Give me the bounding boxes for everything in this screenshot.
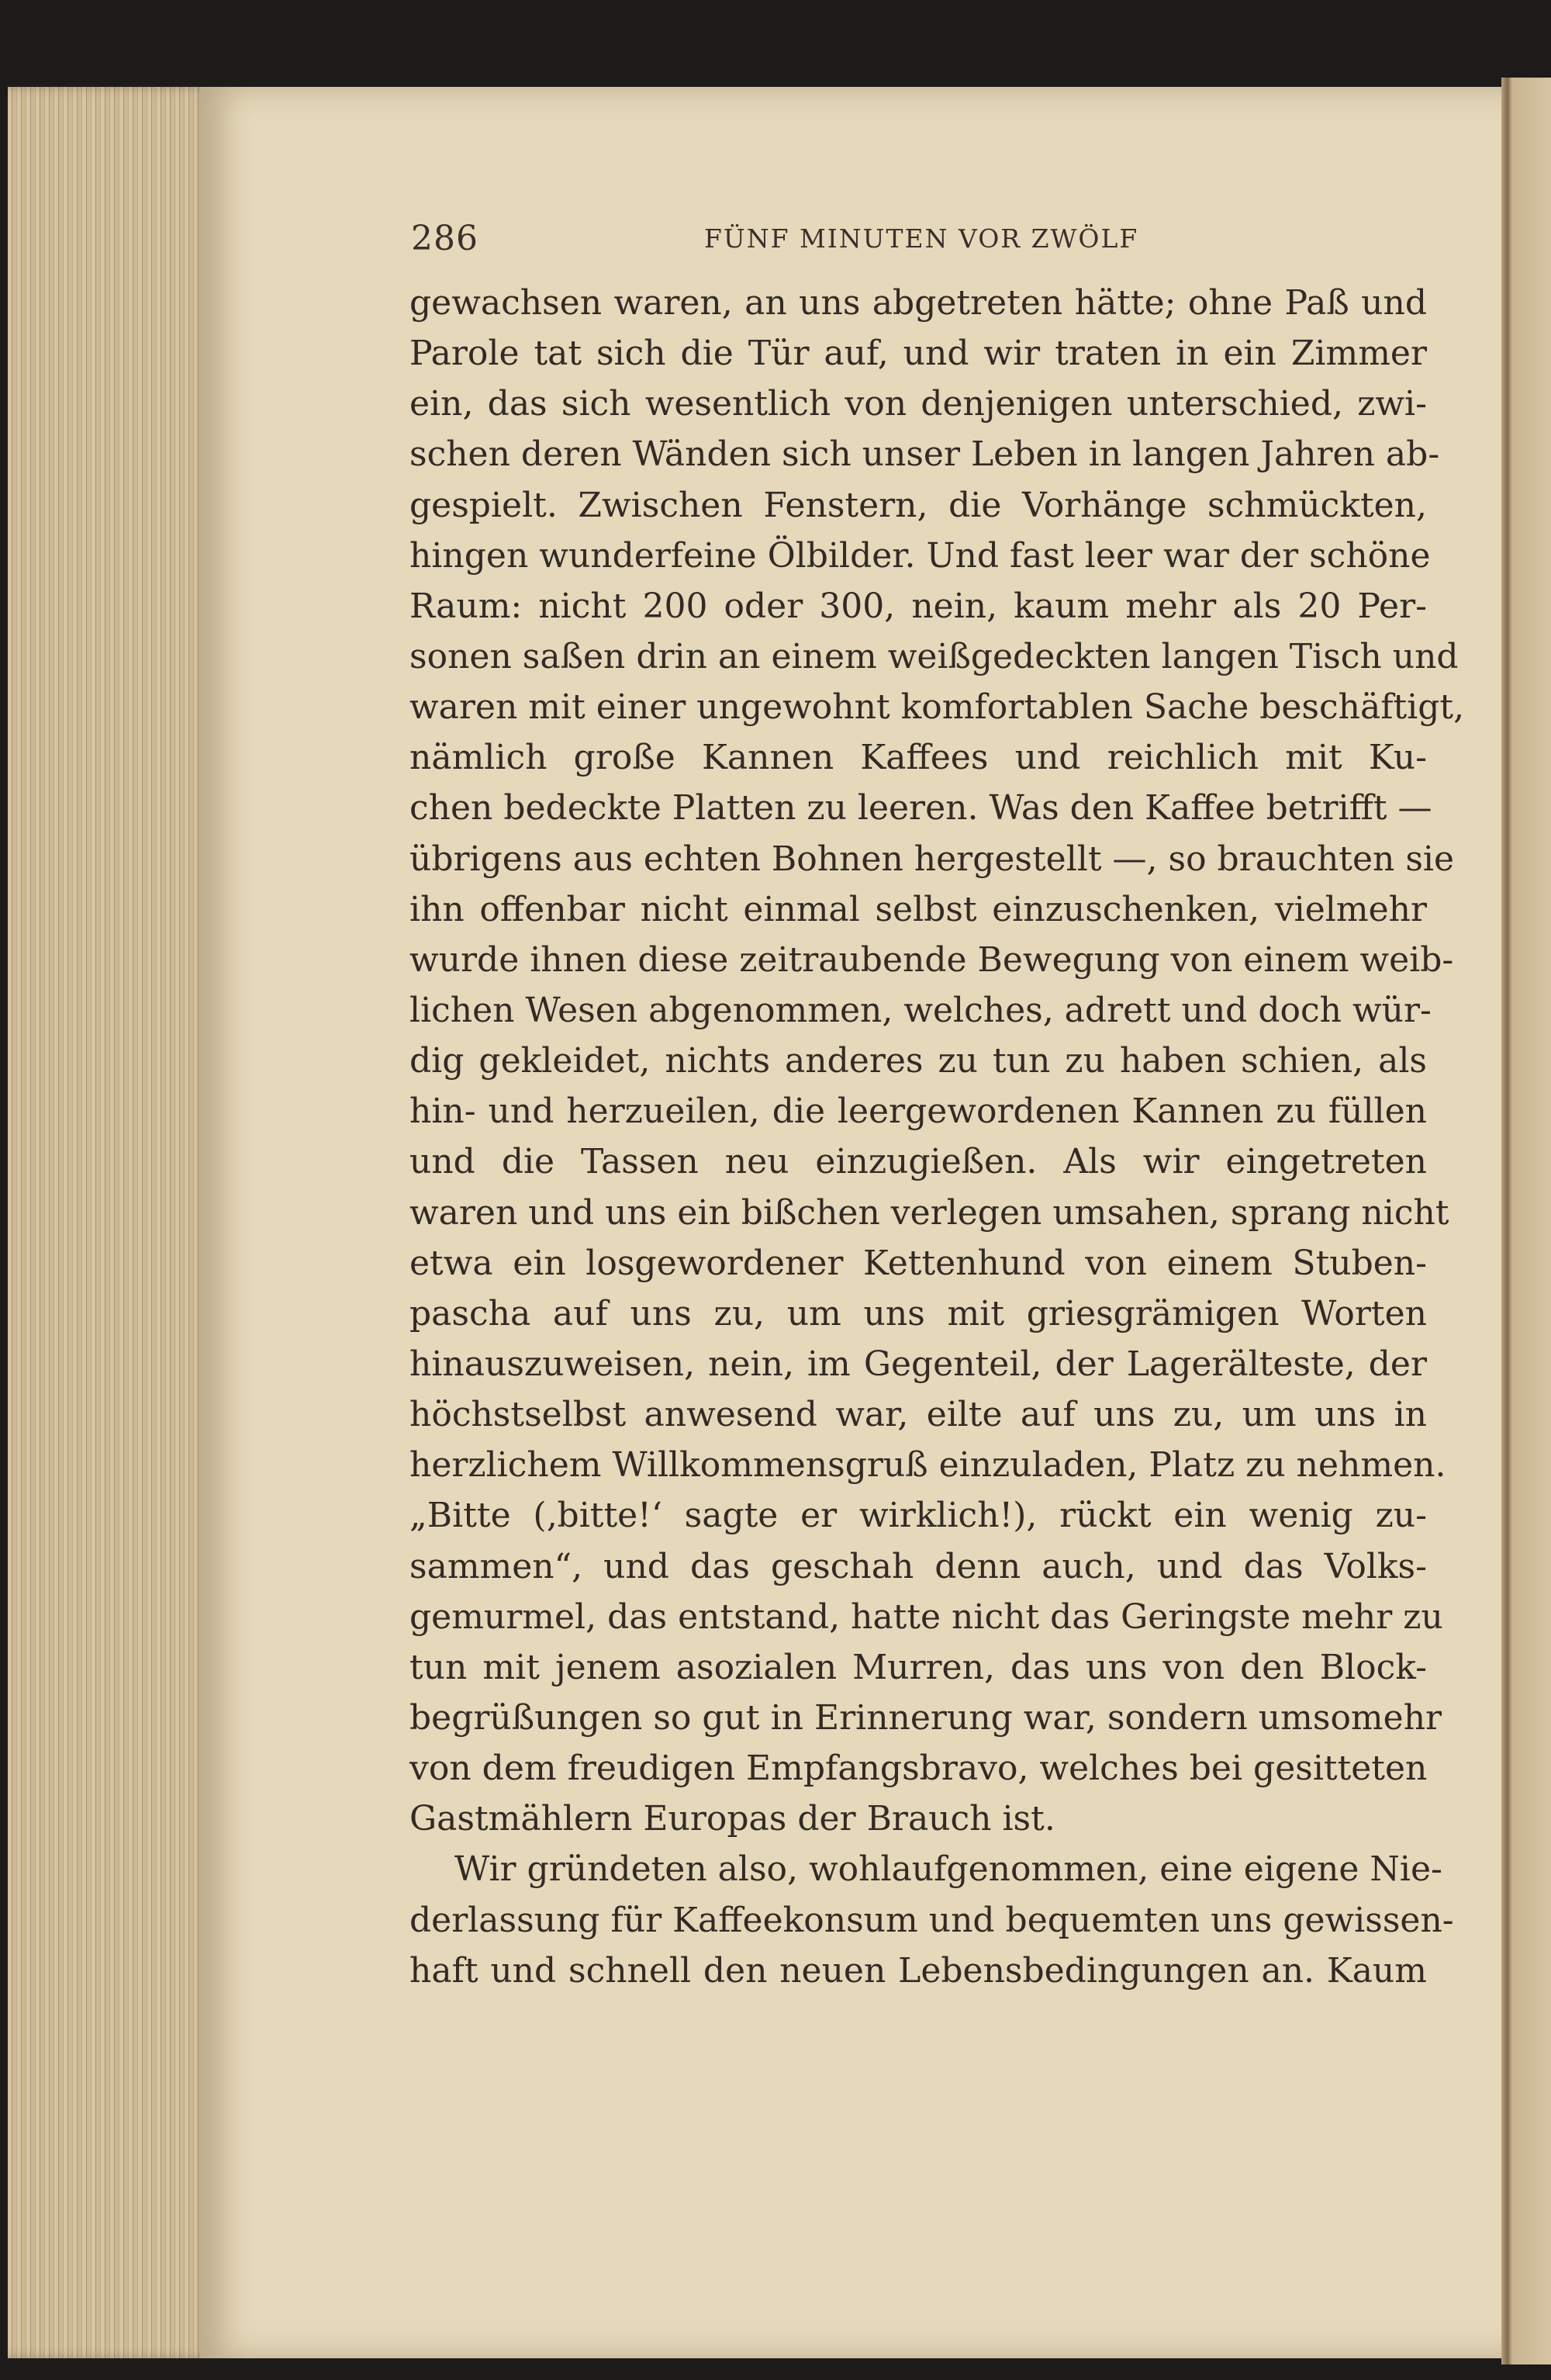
text-line: gespielt. Zwischen Fenstern, die Vorhänge schmückten, xyxy=(409,485,1427,525)
text-line: übrigens aus echten Bohnen hergestellt —, so brauchten sie xyxy=(409,839,1455,879)
text-line: Parole tat sich die Tür auf, und wir traten in ein Zimmer xyxy=(409,334,1427,374)
text-line: ihn offenbar nicht einmal selbst einzuschenken, vielmehr xyxy=(409,889,1427,929)
text-line: gewachsen waren, an uns abgetreten hätte; ohne Paß und xyxy=(409,283,1427,323)
text-line: nämlich große Kannen Kaffees und reichlich mit Ku- xyxy=(409,738,1427,778)
text-line: pascha auf uns zu, um uns mit griesgrämigen Worten xyxy=(409,1293,1427,1334)
text-line: lichen Wesen abgenommen, welches, adrett und doch wür- xyxy=(409,990,1432,1030)
text-line: etwa ein losgewordener Kettenhund von einem Stuben- xyxy=(409,1243,1427,1283)
text-line: hingen wunderfeine Ölbilder. Und fast leer war der schöne xyxy=(409,535,1431,576)
text-line: höchstselbst anwesend war, eilte auf uns zu, um uns in xyxy=(409,1395,1427,1435)
text-line: sonen saßen drin an einem weißgedeckten langen Tisch und xyxy=(409,636,1459,676)
text-line: sammen“, und das geschah denn auch, und das Volks- xyxy=(409,1546,1427,1586)
running-head xyxy=(411,219,1427,265)
text-line: schen deren Wänden sich unser Leben in langen Jahren ab- xyxy=(409,434,1440,475)
text-line: herzlichem Willkommensgruß einzuladen, Platz zu nehmen. xyxy=(409,1445,1446,1486)
text-line: waren und uns ein bißchen verlegen umsahen, sprang nicht xyxy=(409,1192,1449,1233)
text-line: waren mit einer ungewohnt komfortablen Sache beschäftigt, xyxy=(409,687,1465,728)
text-line: und die Tassen neu einzugießen. Als wir eingetreten xyxy=(409,1142,1427,1182)
text-line: Wir gründeten also, wohlaufgenommen, eine eigene Nie- xyxy=(454,1849,1442,1890)
text-line: hinauszuweisen, nein, im Gegenteil, der Lagerälteste, der xyxy=(409,1344,1427,1384)
text-line: hin- und herzueilen, die leergewordenen Kannen zu füllen xyxy=(409,1091,1427,1132)
text-line: wurde ihnen diese zeitraubende Bewegung von einem weib- xyxy=(409,939,1454,980)
text-line: ein, das sich wesentlich von denjenigen unterschied, zwi- xyxy=(409,384,1427,424)
text-line: begrüßungen so gut in Erinnerung war, sondern umsomehr xyxy=(409,1697,1442,1738)
running-title: FÜNF MINUTEN VOR ZWÖLF xyxy=(704,223,1139,254)
text-line: haft und schnell den neuen Lebensbedingungen an. Kaum xyxy=(409,1950,1427,1991)
next-page-edge xyxy=(1501,78,1551,2364)
text-line: Raum: nicht 200 oder 300, nein, kaum mehr als 20 Per- xyxy=(409,586,1427,626)
text-line: derlassung für Kaffeekonsum und bequemten uns gewissen- xyxy=(409,1900,1454,1940)
text-line: Gastmählern Europas der Brauch ist. xyxy=(409,1799,1055,1839)
text-line: tun mit jenem asozialen Murren, das uns von den Block- xyxy=(409,1647,1427,1687)
text-line: gemurmel, das entstand, hatte nicht das Geringste mehr zu xyxy=(409,1596,1443,1637)
text-line: „Bitte (‚bitte!‘ sagte er wirklich!), rückt ein wenig zu- xyxy=(409,1496,1427,1536)
text-line: chen bedeckte Platten zu leeren. Was den Kaffee betrifft — xyxy=(409,788,1432,829)
page-edges xyxy=(8,87,211,2358)
page-number: 286 xyxy=(411,219,478,258)
text-line: dig gekleidet, nichts anderes zu tun zu haben schien, als xyxy=(409,1041,1427,1081)
text-line: von dem freudigen Empfangsbravo, welches bei gesitteten xyxy=(409,1749,1428,1789)
body-text xyxy=(409,278,1465,1996)
